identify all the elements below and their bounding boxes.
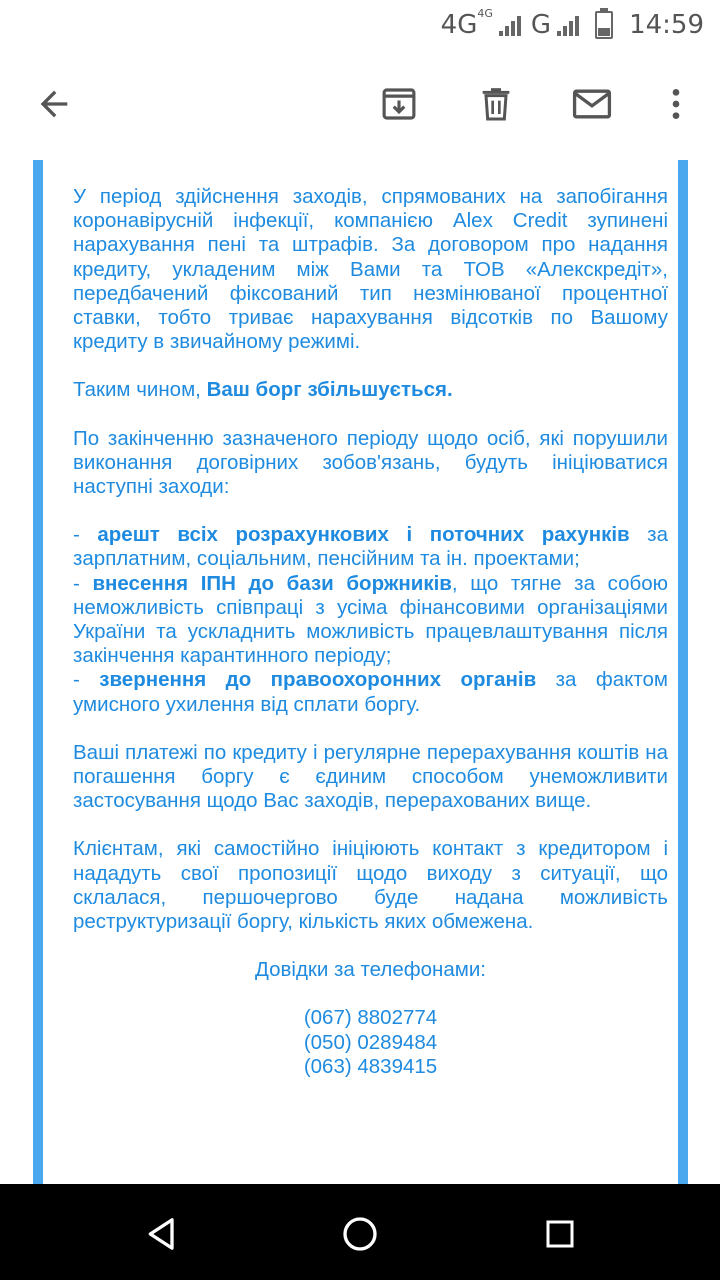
system-nav-bar	[0, 1184, 720, 1280]
email-body-card	[33, 160, 688, 1184]
nav-recents-button[interactable]	[534, 1208, 586, 1260]
more-vert-icon	[656, 84, 696, 124]
more-options-button[interactable]	[650, 78, 702, 130]
paragraph-payments: Ваші платежі по кредиту і регулярне перерахування коштів на погашення боргу є єдиним способом унеможливити застосування щодо Вас заходів, перерахованих вище.	[73, 740, 668, 813]
measure-item: - звернення до правоохоронних органів за фактом умисного ухилення від сплати боргу.	[73, 668, 669, 716]
status-indicators	[441, 6, 704, 44]
network-type-primary: $4G^{4G}$	[440, 7, 493, 40]
signal-strength-icon-2	[557, 14, 579, 36]
contacts-title: Довідки за телефонами:	[254, 958, 486, 982]
measure-item: - внесення ІПН до бази боржників, що тягне за собою неможливість співпраці з усіма фінансовими організаціями України та ускладнить можливість працевлаштування після закінчення карантинного періоду;	[73, 571, 668, 668]
archive-icon	[378, 83, 420, 125]
arrow-back-icon	[34, 84, 74, 124]
nav-home-button[interactable]	[334, 1208, 386, 1260]
signal-strength-icon	[499, 14, 521, 36]
paragraph-measures-intro: По закінченню зазначеного періоду щодо осіб, які порушили виконання договірних зобов'язань, будуть ініціюватися наступні заходи:	[73, 426, 668, 499]
paragraph-restructuring: Клієнтам, які самостійно ініціюють контакт з кредитором і нададуть свої пропозиції щодо виходу з ситуації, що склалася, першочергово буде надана можливість реструктуризації боргу, кількість яких обмежена.	[73, 837, 668, 934]
nav-back-button[interactable]	[136, 1208, 188, 1260]
mark-unread-button[interactable]	[566, 78, 618, 130]
paragraph-debt-increase: Таким чином, Ваш борг збільшується.	[73, 378, 453, 402]
status-time: 14:59	[629, 10, 704, 40]
status-bar	[0, 0, 720, 50]
delete-button[interactable]	[470, 78, 522, 130]
phone-number[interactable]: (050) 0289484	[303, 1030, 438, 1054]
phone-number[interactable]: (063) 4839415	[303, 1054, 438, 1078]
battery-icon	[595, 11, 613, 39]
email-body-text	[73, 185, 668, 1079]
phone-number[interactable]: (067) 8802774	[303, 1006, 438, 1030]
network-type-secondary: G	[530, 10, 552, 40]
trash-icon	[476, 84, 516, 124]
paragraph-interest: У період здійснення заходів, спрямованих на запобігання коронавірусній інфекції, компанією Alex Credit зупинені нарахування пені та штрафів. За договором про надання кредиту, укладеним між Вами та ТОВ «Алекскредіт», передбачений фіксований тип незмінюваної процентної ставки, тобто триває нарахування відсотків по Вашому кредиту в звичайному режимі.	[73, 185, 668, 354]
nav-home-icon	[340, 1214, 380, 1254]
nav-back-icon	[142, 1214, 182, 1254]
email-toolbar	[0, 50, 720, 160]
nav-recents-icon	[542, 1216, 578, 1252]
back-button[interactable]	[28, 78, 80, 130]
mail-icon	[570, 82, 614, 126]
archive-button[interactable]	[373, 78, 425, 130]
measure-item: - арешт всіх розрахункових і поточних рахунків за зарплатним, соціальним, пенсійним та ін. проектами;	[73, 523, 668, 571]
